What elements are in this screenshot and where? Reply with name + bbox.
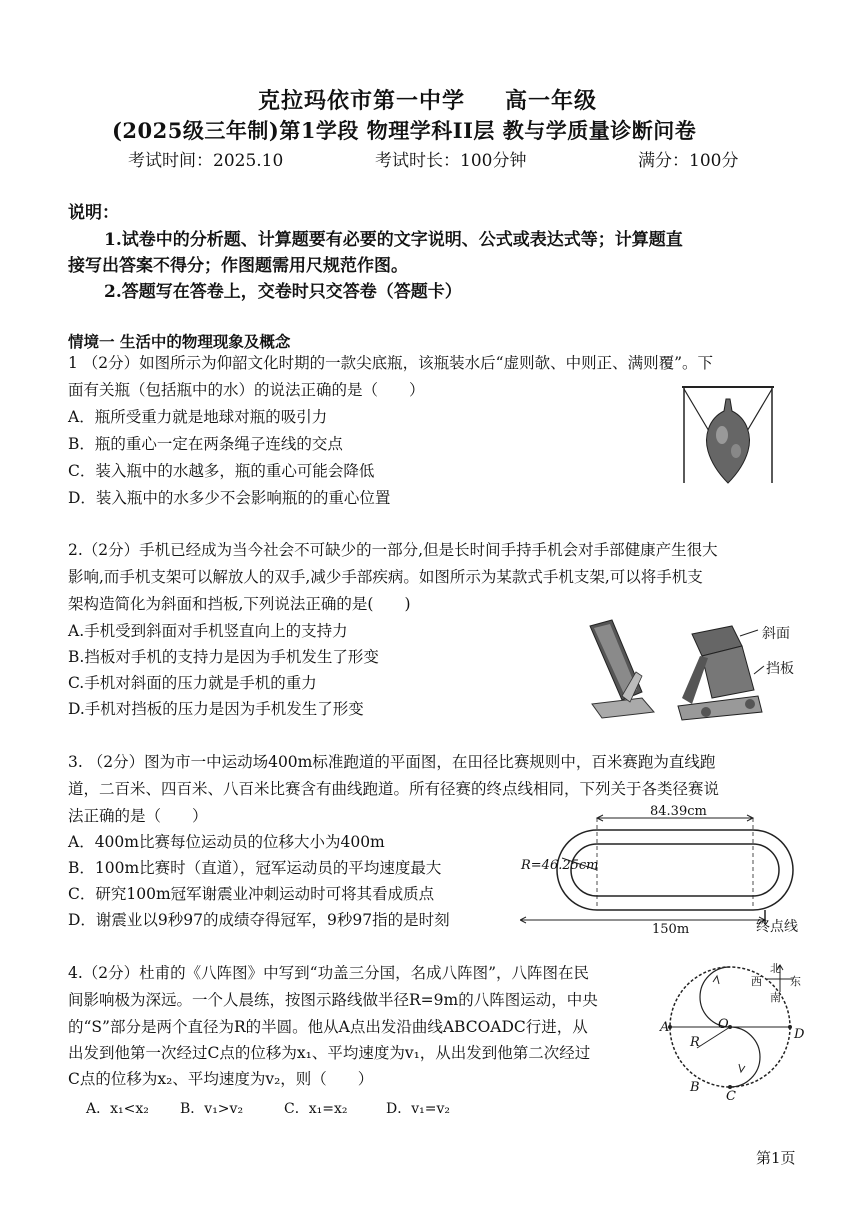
q4-option-b: B．v₁>v₂ bbox=[180, 1101, 244, 1117]
q3-option-a: A．400m比赛每位运动员的位移大小为400m bbox=[68, 833, 385, 851]
q3-fig-radius: R=46.25cm bbox=[521, 858, 599, 873]
q3-fig-finish-line: 终点线 bbox=[756, 919, 798, 935]
q3-option-d: D．谢震业以9秒97的成绩夺得冠军，9秒97指的是时刻 bbox=[68, 911, 450, 929]
q1-stem-line1: 1 （2分）如图所示为仰韶文化时期的一款尖底瓶，该瓶装水后“虚则欹、中则正、满则覆”。下 bbox=[68, 354, 714, 372]
q2-option-b: B.挡板对手机的支持力是因为手机发生了形变 bbox=[68, 648, 379, 666]
q3-fig-bottom-dimension: 150m bbox=[652, 922, 690, 937]
q4-compass-north: 北 bbox=[770, 962, 781, 975]
q4-stem-line3: 的“S”部分是两个直径为R的半圆。他从A点出发沿曲线ABCOADC行进，从 bbox=[68, 1018, 588, 1036]
q2-label-baffle: 挡板 bbox=[766, 661, 794, 677]
instructions-heading: 说明： bbox=[68, 203, 119, 223]
q1-option-c: C．装入瓶中的水越多，瓶的重心可能会降低 bbox=[68, 462, 375, 480]
q4-option-c: C．x₁=x₂ bbox=[284, 1101, 348, 1117]
q2-option-d: D.手机对挡板的压力是因为手机发生了形变 bbox=[68, 700, 364, 718]
grade-label: 高一年级 bbox=[505, 88, 598, 114]
section-title: 情境一 生活中的物理现象及概念 bbox=[68, 332, 291, 351]
q2-option-a: A.手机受到斜面对手机竖直向上的支持力 bbox=[68, 622, 348, 640]
q4-point-d: D bbox=[794, 1027, 805, 1042]
instruction-1-line1: 1.试卷中的分析题、计算题要有必要的文字说明、公式或表达式等；计算题直 bbox=[104, 230, 683, 250]
q2-stem-line3: 架构造简化为斜面和挡板,下列说法正确的是( ) bbox=[68, 595, 411, 613]
q4-stem-line1: 4.（2分）杜甫的《八阵图》中写到“功盖三分国，名成八阵图”，八阵图在民 bbox=[68, 964, 590, 982]
instruction-2: 2.答题写在答卷上，交卷时只交答卷（答题卡） bbox=[104, 282, 462, 302]
page-number: 第1页 bbox=[756, 1149, 796, 1167]
q2-label-incline: 斜面 bbox=[762, 626, 790, 642]
q3-stem-line3: 法正确的是（ ） bbox=[68, 807, 208, 825]
q1-option-d: D．装入瓶中的水多少不会影响瓶的的重心位置 bbox=[68, 489, 391, 507]
exam-title: (2025级三年制)第1学段 物理学科II层 教与学质量诊断问卷 bbox=[112, 118, 697, 143]
q3-stem-line1: 3. （2分）图为市一中运动场400m标准跑道的平面图，在田径比赛规则中，百米赛跑为直线跑 bbox=[68, 753, 716, 771]
q4-point-b: B bbox=[690, 1080, 700, 1095]
q3-fig-top-dimension: 84.39cm bbox=[650, 804, 707, 819]
q3-option-b: B．100m比赛时（直道），冠军运动员的平均速度最大 bbox=[68, 859, 442, 877]
q4-compass-south: 南 bbox=[770, 991, 781, 1004]
q4-radius-label: R bbox=[690, 1035, 700, 1050]
q3-stem-line2: 道，二百米、四百米、八百米比赛含有曲线跑道。所有径赛的终点线相同，下列关于各类径赛说 bbox=[68, 780, 720, 798]
q4-point-c: C bbox=[726, 1089, 736, 1104]
q4-compass-west: 西 bbox=[751, 975, 762, 988]
exam-duration: 考试时长：100分钟 bbox=[375, 151, 527, 171]
q3-option-c: C．研究100m冠军谢震业冲刺运动时可将其看成质点 bbox=[68, 885, 435, 903]
q4-option-a: A．x₁<x₂ bbox=[86, 1101, 149, 1117]
q4-point-o: O bbox=[718, 1017, 729, 1032]
q4-option-d: D．v₁=v₂ bbox=[386, 1101, 450, 1117]
q1-option-a: A．瓶所受重力就是地球对瓶的吸引力 bbox=[68, 408, 328, 426]
q1-bottle-figure bbox=[678, 385, 778, 485]
full-score: 满分：100分 bbox=[638, 151, 739, 171]
q4-stem-line5: C点的位移为x₂、平均速度为v₂，则（ ） bbox=[68, 1070, 374, 1088]
q4-compass-east: 东 bbox=[790, 975, 801, 988]
school-name: 克拉玛依市第一中学 bbox=[258, 88, 466, 114]
exam-time: 考试时间：2025.10 bbox=[128, 151, 284, 171]
q1-stem-line2: 面有关瓶（包括瓶中的水）的说法正确的是（ ） bbox=[68, 381, 425, 399]
q4-stem-line2: 间影响极为深远。一个人晨练，按图示路线做半径R=9m的八阵图运动，中央 bbox=[68, 991, 598, 1009]
instruction-1-line2: 接写出答案不得分；作图题需用尺规范作图。 bbox=[68, 256, 408, 276]
q2-option-c: C.手机对斜面的压力就是手机的重力 bbox=[68, 674, 317, 692]
q4-stem-line4: 出发到他第一次经过C点的位移为x₁、平均速度为v₁，从出发到他第二次经过 bbox=[68, 1044, 591, 1062]
q1-option-b: B．瓶的重心一定在两条绳子连线的交点 bbox=[68, 435, 343, 453]
q4-point-a: A bbox=[660, 1020, 670, 1035]
q2-stem-line1: 2.（2分）手机已经成为当今社会不可缺少的一部分,但是长时间手持手机会对手部健康产生很大 bbox=[68, 541, 718, 559]
q2-stem-line2: 影响,而手机支架可以解放人的双手,减少手部疾病。如图所示为某款式手机支架,可以将手机支 bbox=[68, 568, 703, 586]
